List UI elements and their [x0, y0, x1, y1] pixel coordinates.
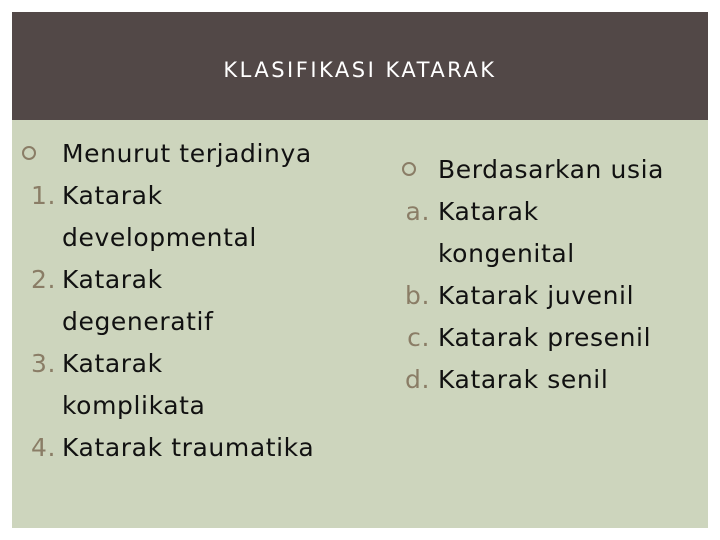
- list-item: [12, 259, 362, 343]
- list-item-text: Katarak presenil: [438, 323, 652, 352]
- circle-bullet-icon: [22, 146, 36, 160]
- left-heading-row: [12, 133, 362, 175]
- right-heading: Berdasarkan usia: [438, 155, 665, 184]
- list-item-text: Katarak degeneratif: [62, 265, 214, 336]
- list-item-text: Katarak kongenital: [438, 197, 575, 268]
- list-item-text: Katarak komplikata: [62, 349, 206, 420]
- list-item-text: Katarak juvenil: [438, 281, 635, 310]
- list-item: [12, 427, 362, 469]
- slide-title: KLASIFIKASI KATARAK: [223, 58, 497, 82]
- list-marker: c.: [407, 323, 430, 352]
- list-marker: d.: [404, 365, 430, 394]
- left-column: [12, 133, 362, 469]
- list-item: [12, 343, 362, 427]
- slide: [12, 12, 708, 528]
- list-item: [12, 175, 362, 259]
- list-item: [392, 359, 708, 401]
- right-heading-row: [392, 149, 708, 191]
- circle-bullet-icon: [402, 162, 416, 176]
- list-item-text: Katarak developmental: [62, 181, 257, 252]
- right-column: [392, 149, 708, 401]
- list-item: [392, 275, 708, 317]
- list-marker: a.: [405, 197, 430, 226]
- left-heading: Menurut terjadinya: [62, 139, 312, 168]
- list-item: [392, 191, 708, 275]
- title-bar: [12, 12, 708, 120]
- list-item-text: Katarak senil: [438, 365, 609, 394]
- list-marker: 4.: [30, 433, 56, 462]
- list-item-text: Katarak traumatika: [62, 433, 315, 462]
- list-marker: 2.: [30, 265, 56, 294]
- list-marker: 3.: [30, 349, 56, 378]
- list-item: [392, 317, 708, 359]
- list-marker: b.: [404, 281, 430, 310]
- list-marker: 1.: [30, 181, 56, 210]
